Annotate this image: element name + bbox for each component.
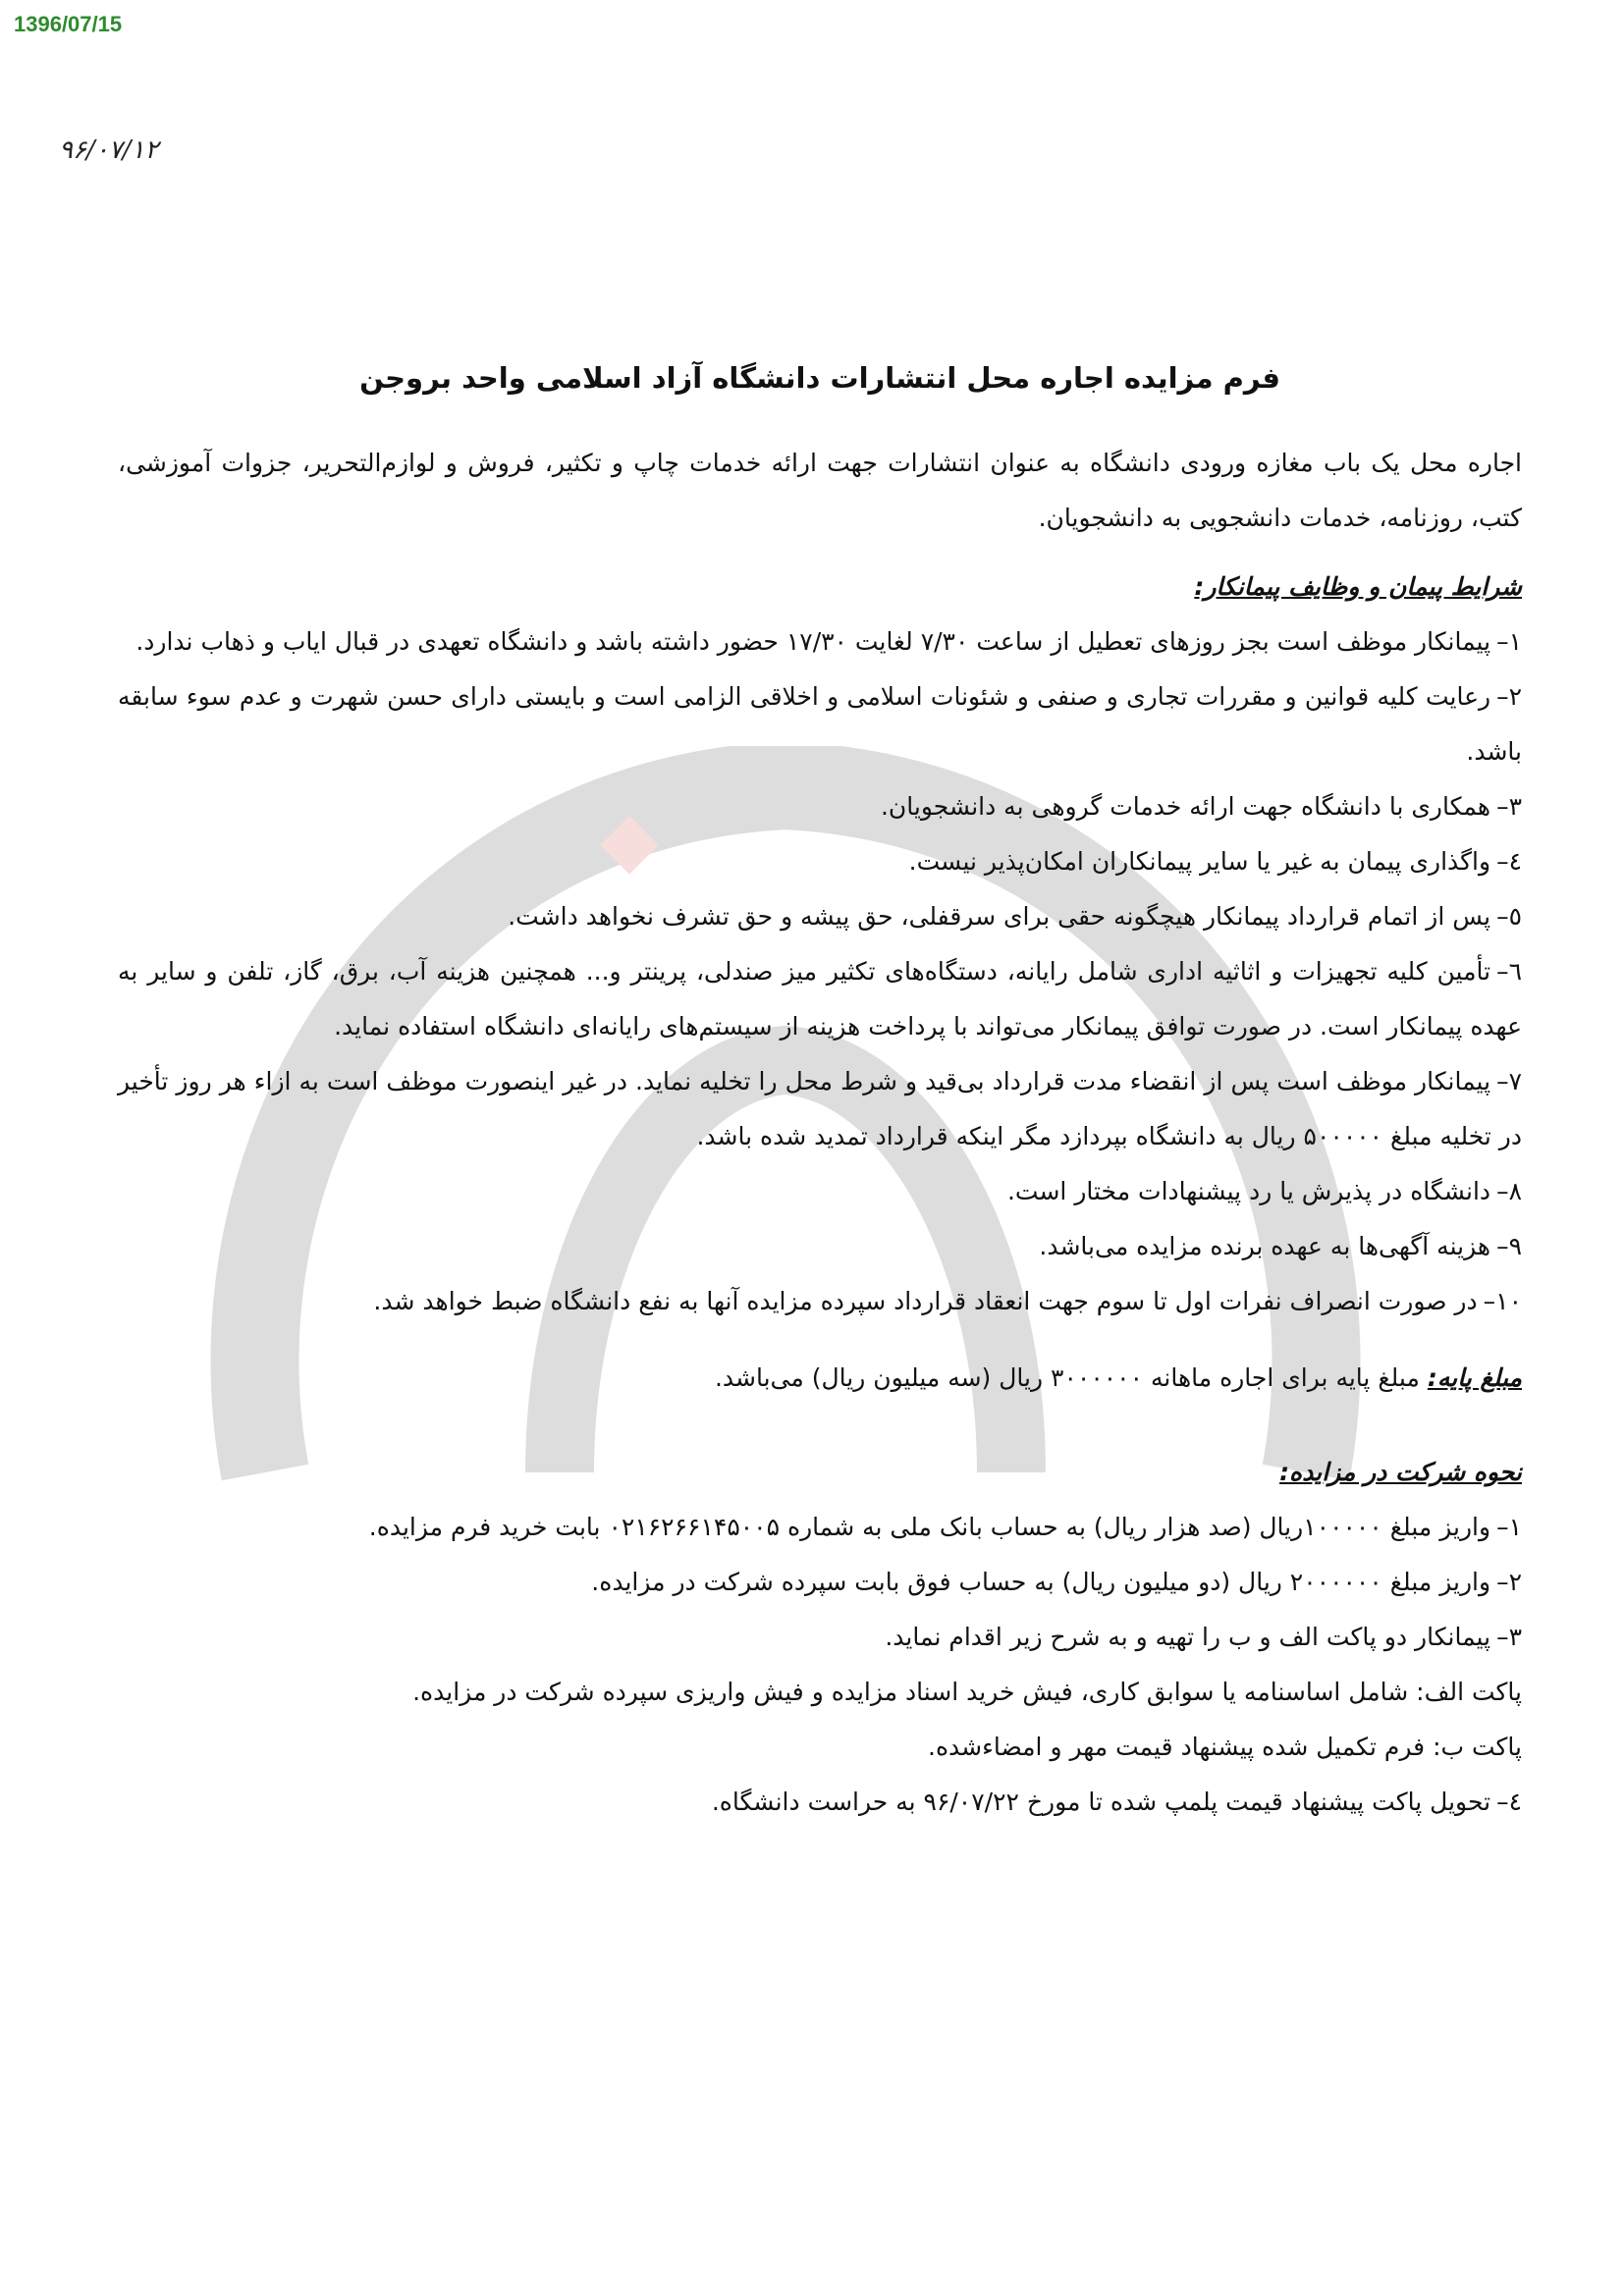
condition-item: ٤–واگذاری پیمان به غیر یا سایر پیمانکاران امکان‌پذیر نیست. [908,847,1522,876]
base-price-text: مبلغ پایه برای اجاره ماهانه ۳۰۰۰۰۰۰ ریال (سه میلیون ریال) می‌باشد. [714,1363,1420,1392]
page-title: فرم مزایده اجاره محل انتشارات دانشگاه آزاد اسلامی واحد بروجن [359,361,1280,395]
condition-item: ۱–پیمانکار موظف است بجز روزهای تعطیل از ساعت ۷/۳۰ لغایت ۱۷/۳۰ حضور داشته باشد و دانشگاه تعهدی در قبال ایاب و ذهاب ندارد. [135,627,1522,656]
condition-item: ٥–پس از اتمام قرارداد پیمانکار هیچگونه حقی برای سرقفلی، حق پیشه و حق تشرف نخواهد داشت. [508,902,1522,931]
packet-b: پاکت ب: فرم تکمیل شده پیشنهاد قیمت مهر و امضاءشده. [928,1733,1522,1761]
condition-item: ۳–همکاری با دانشگاه جهت ارائه خدمات گروهی به دانشجویان. [880,792,1522,821]
participation-item: ٤–تحویل پاکت پیشنهاد قیمت پلمپ شده تا مورخ ۹۶/۰۷/۲۲ به حراست دانشگاه. [711,1788,1522,1816]
condition-item: ۹–هزینه آگهی‌ها به عهده برنده مزایده می‌باشد. [1039,1232,1522,1260]
stamp-date: 1396/07/15 [14,12,123,36]
participation-item: ۲–واریز مبلغ ۲۰۰۰۰۰۰ ریال (دو میلیون ریال) به حساب فوق بابت سپرده شرکت در مزایده. [591,1568,1522,1596]
condition-item: ۱۰–در صورت انصراف نفرات اول تا سوم جهت انعقاد قرارداد سپرده مزایده آنها به نفع دانشگاه ضبط خواهد شد. [373,1287,1522,1315]
participation-item: ۳–پیمانکار دو پاکت الف و ب را تهیه و به شرح زیر اقدام نماید. [885,1623,1522,1651]
conditions-heading: شرایط پیمان و وظایف پیمانکار: [1194,572,1522,601]
participation-item: ۱–واریز مبلغ ۱۰۰۰۰۰ریال (صد هزار ریال) به حساب بانک ملی به شماره ۰۲۱۶۲۶۶۱۴۵۰۰۵ بابت خرید فرم مزایده. [368,1513,1522,1541]
base-price [118,1351,1522,1406]
condition-item: ۷–پیمانکار موظف است پس از انقضاء مدت قرارداد بی‌قید و شرط محل را تخلیه نماید. در غیر اینصورت موظف است به ازاء هر روز تأخیر در تخلیه مبلغ ۵۰۰۰۰۰ ریال به دانشگاه بپردازد مگر اینکه قرارداد تمدید شده باشد. [118,1067,1522,1150]
intro-paragraph: اجاره محل یک باب مغازه ورودی دانشگاه به عنوان انتشارات جهت ارائه خدمات چاپ و تکثیر، فروش و لوازم‌التحریر، جزوات آموزشی، کتب، روزنامه، خدمات دانشجویی به دانشجویان. [118,449,1522,532]
condition-item: ۸–دانشگاه در پذیرش یا رد پیشنهادات مختار است. [1006,1177,1522,1205]
document-body [118,353,1522,1830]
handwritten-date: ۹۶/۰۷/۱۲ [59,135,159,165]
packet-a: پاکت الف: شامل اساسنامه یا سوابق کاری، فیش خرید اسناد مزایده و فیش واریزی سپرده شرکت در مزایده. [412,1678,1522,1706]
condition-item: ۲–رعایت کلیه قوانین و مقررات تجاری و صنفی و شئونات اسلامی و اخلاقی الزامی است و بایستی دارای حسن شهرت و عدم سوء سابقه باشد. [118,682,1522,766]
base-price-label: مبلغ پایه: [1427,1363,1522,1392]
condition-item: ٦–تأمین کلیه تجهیزات و اثاثیه اداری شامل رایانه، دستگاه‌های تکثیر میز صندلی، پرینتر و... همچنین هزینه آب، برق، گاز، تلفن و سایر به عهده پیمانکار است. در صورت توافق پیمانکار می‌تواند با پرداخت هزینه از سیستم‌های رایانه‌ای دانشگاه استفاده نماید. [118,957,1522,1041]
participation-heading: نحوه شرکت در مزایده: [1279,1458,1522,1486]
